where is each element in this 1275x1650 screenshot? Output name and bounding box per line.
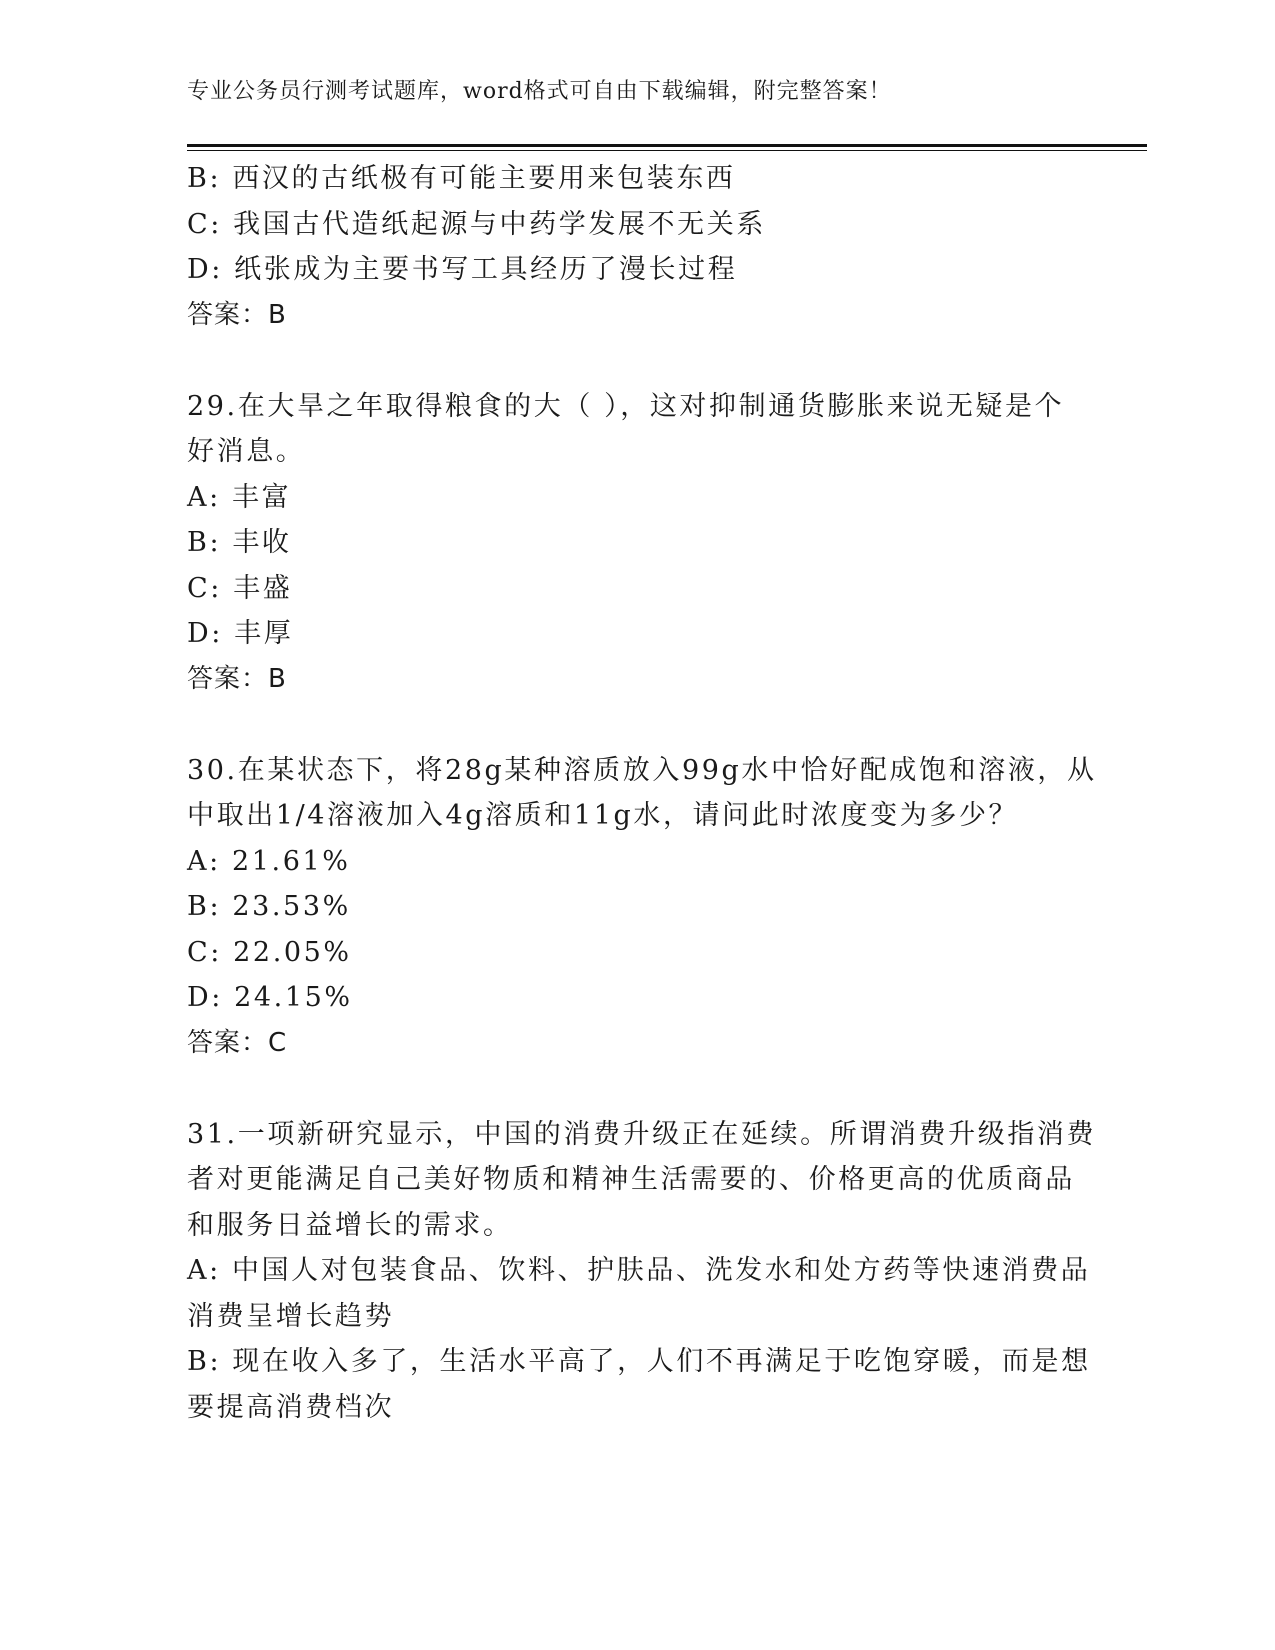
prev-option-c: C: 我国古代造纸起源与中药学发展不无关系 — [187, 208, 766, 240]
prev-answer: 答案：B — [187, 299, 287, 330]
q30-option-c: C: 22.05% — [187, 936, 352, 968]
q30-stem-line-1: 30.在某状态下，将28g某种溶质放入99g水中恰好配成饱和溶液，从 — [187, 754, 1097, 786]
q31-stem-line-3: 和服务日益增长的需求。 — [187, 1209, 513, 1241]
q29-stem-line-2: 好消息。 — [187, 436, 306, 467]
q31-option-b-line-2: 要提高消费档次 — [187, 1391, 395, 1423]
q30-option-d: D: 24.15% — [187, 982, 353, 1013]
q29-option-a: A: 丰富 — [187, 481, 292, 513]
q31-stem-line-1: 31.一项新研究显示，中国的消费升级正在延续。所谓消费升级指消费 — [187, 1118, 1097, 1150]
header-rule-thick — [187, 144, 1147, 147]
q30-answer: 答案：C — [187, 1027, 288, 1058]
spacer — [187, 702, 1067, 748]
q31-option-a-line-1: A: 中国人对包装食品、饮料、护肤品、洗发水和处方药等快速消费品 — [187, 1255, 1091, 1286]
prev-option-b: B: 西汉的古纸极有可能主要用来包装东西 — [187, 163, 736, 194]
q31-option-a-line-2: 消费呈增长趋势 — [187, 1300, 395, 1332]
q31-stem-line-2: 者对更能满足自己美好物质和精神生活需要的、价格更高的优质商品 — [187, 1164, 1075, 1195]
spacer — [187, 338, 1067, 384]
q31-option-b-line-1: B: 现在收入多了，生活水平高了，人们不再满足于吃饱穿暖，而是想 — [187, 1346, 1091, 1377]
prev-option-d: D: 纸张成为主要书写工具经历了漫长过程 — [187, 254, 738, 285]
q29-option-d: D: 丰厚 — [187, 618, 294, 649]
q29-answer: 答案：B — [187, 663, 287, 694]
page-header-note: 专业公务员行测考试题库，word格式可自由下载编辑，附完整答案！ — [187, 79, 892, 104]
question-content — [187, 156, 1097, 1430]
header-rule-thin — [187, 150, 1147, 151]
spacer — [187, 1066, 1067, 1112]
q30-stem-line-2: 中取出1/4溶液加入4g溶质和11g水，请问此时浓度变为多少？ — [187, 800, 1019, 831]
q30-option-b: B: 23.53% — [187, 891, 351, 922]
q29-option-b: B: 丰收 — [187, 527, 292, 558]
q29-stem-line-1: 29.在大旱之年取得粮食的大（ ），这对抑制通货膨胀来说无疑是个 — [187, 390, 1065, 422]
q30-option-a: A: 21.61% — [187, 845, 351, 877]
q29-option-c: C: 丰盛 — [187, 572, 293, 604]
